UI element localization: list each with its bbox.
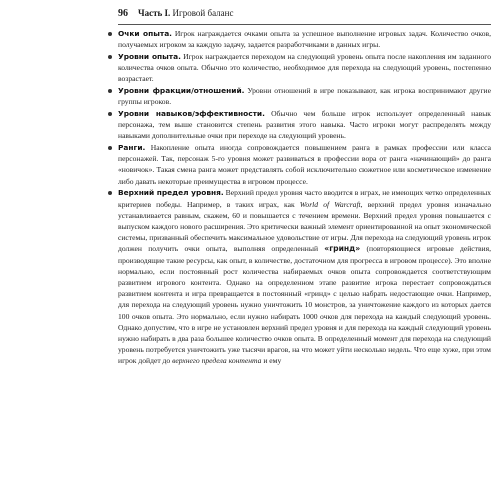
item-text: Верхний предел уровня часто вводится в играх, не имеющих четко определенных критериев победы. Например, в таких играх, как	[118, 188, 491, 209]
content-cap-term: верхнего предела контента	[172, 356, 262, 366]
item-text: Игрок награждается переходом на следующий уровень опыта после накопления им заданного количества очков опыта. Обычно это количество, необходимое для перехода на следующий уровень, постепенно возрастает.	[118, 51, 491, 84]
item-text: Игрок награждается очками опыта за успешное выполнение игровых задач. Количество очков, получаемых игроком за каждую задачу, задается разработчиками в данных игры.	[118, 29, 491, 50]
item-text-end: и ему	[263, 356, 282, 366]
item-text: Уровни отношений в игре показывают, как игрока воспринимают другие группы игроков.	[118, 86, 491, 107]
item-text: Обычно чем больше игрок использует определенный навык персонажа, тем выше становится степень развития этого навыка. Часто игроки могут распределять между навыками дополнительные очки при переходе на следующий уровень.	[118, 108, 491, 141]
grind-term: «гринд»	[324, 244, 361, 254]
list-item	[106, 51, 491, 85]
list-item	[106, 85, 491, 107]
bullet-icon	[108, 112, 112, 116]
bullet-icon	[108, 89, 112, 93]
item-term: Уровни фракции/отношений.	[118, 86, 245, 96]
list-item	[106, 28, 491, 50]
list-item	[106, 108, 491, 142]
game-title: World of Warcraft	[299, 199, 361, 209]
item-term: Уровни навыков/эффективности.	[118, 108, 265, 118]
part-title: Игровой баланс	[172, 8, 234, 18]
item-term: Уровни опыта.	[118, 51, 181, 61]
item-text: Накопление опыта иногда сопровождается повышением ранга в рамках профессии или класса персонажей. Так, персонаж 5-го уровня может развиваться в профессии вора от ранга «начинающий» до ранга «новичок». Такая смена ранга может представлять собой исключительно сюжетное или косметическое изменение либо давать некоторые преимущества в игровом процессе.	[118, 143, 491, 186]
item-text-cont2: (повторяющиеся игровые действия, производящие такие ресурсы, как опыт, в количестве, достаточном для прогресса в игровом процессе). Это вполне нормально, если постоянный рост количества набираемых очков опыта сопровождается соответствующим развитием игрового контента. Однако на определенном этапе развитие игрока перестает сопровождаться развитием контента и игра превращается в постоянный «гринд» с целью набрать недостающие очки. Например, для перехода на следующий уровень нужно уничтожить 10 монстров, за уничтожение каждого из которых дается 100 очков опыта. Это нормально, если нужно набирать 1000 очков для перехода на каждый следующий уровень. Однако допустим, что в игре не установлен верхний предел уровня и для перехода на каждый следующий уровень нужно набирать в два раза большее количество очков опыта. В определенный момент для перехода на следующий уровень потребуется уничтожить уже тысячи врагов, на что может уйти несколько недель. Что еще хуже, при этом игрок дойдет до	[118, 244, 491, 366]
list-item	[106, 142, 491, 187]
item-text-cont: , верхний предел уровня изначально устанавливается равным, скажем, 60 и повышается с течением времени. Верхний предел уровня повышается с выпуском каждого нового расширения. Это критически важный элемент ориентированной на опыт экономической системы, призванный обеспечить максимальное удовольствие от игры. Для перехода на следующий уровень игрок должен получить очки опыта, выполняя определенный	[118, 199, 491, 254]
part-label: Часть I.	[138, 8, 171, 18]
page-number: 96	[118, 8, 128, 19]
bullet-list	[106, 28, 491, 367]
item-term: Верхний предел уровня.	[118, 188, 224, 198]
bullet-icon	[108, 146, 112, 150]
item-term: Очки опыта.	[118, 29, 172, 38]
item-term: Ранги.	[118, 143, 146, 153]
bullet-icon	[108, 32, 112, 36]
running-header	[118, 8, 498, 24]
bullet-icon	[108, 55, 112, 59]
header-rule	[118, 24, 491, 25]
running-head	[138, 8, 233, 18]
list-item-level-cap	[106, 187, 491, 366]
bullet-icon	[108, 191, 112, 195]
